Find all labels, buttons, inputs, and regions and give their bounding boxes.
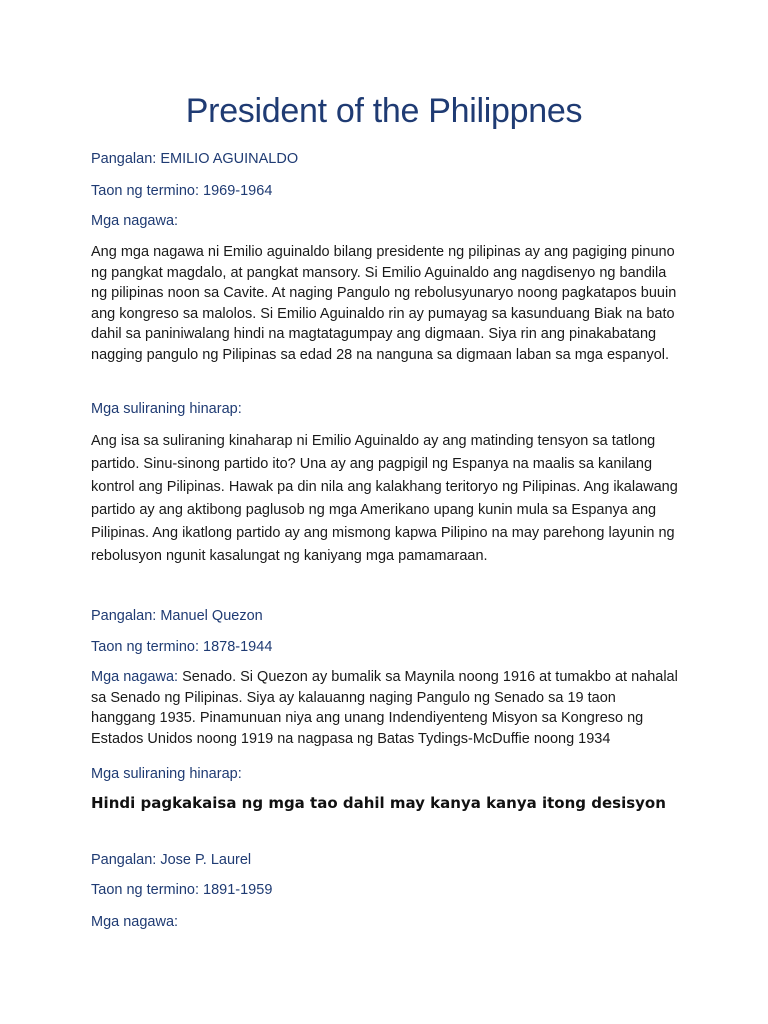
- p2-achievements-label: Mga nagawa:: [91, 669, 179, 685]
- p3-term: Taon ng termino: 1891-1959: [91, 882, 273, 898]
- p3-achievements-label: Mga nagawa:: [91, 914, 179, 930]
- p1-achievements-label: Mga nagawa:: [91, 213, 179, 229]
- page-title: President of the Philippnes: [185, 92, 583, 130]
- p2-achievements-text: Senado. Si Quezon ay bumalik sa Maynila noong 1916 at tumakbo at nahalal sa Senado ng Pilipinas. Siya ay kalauanng naging Pangulo ng Senado sa 19 taon hanggang 1935. Pinamunuan niya ang unang Indendiyenteng Misyon sa Kongreso ng Estados Unidos noong 1919 na nagpasa ng Batas Tydings-McDuffie noong 1934: [91, 669, 678, 747]
- p3-name: Pangalan: Jose P. Laurel: [91, 852, 252, 868]
- p2-problems-text: Hindi pagkakaisa ng mga tao dahil may kanya kanya itong desisyon: [91, 794, 666, 812]
- p2-term: Taon ng termino: 1878-1944: [91, 639, 273, 655]
- p2-problems-label: Mga suliraning hinarap:: [91, 766, 242, 782]
- p1-achievements-text: Ang mga nagawa ni Emilio aguinaldo bilang presidente ng pilipinas ay ang pagiging pinuno ng pangkat magdalo, at pangkat mansory. Si Emilio Aguinaldo ang nagdisenyo ng bandila ng pilipinas noon sa Cavite. At naging Pangulo ng rebolusyunaryo noong pagkatapos buuin ang kongreso sa malolos. Si Emilio Aguinaldo rin ay pumayag sa kasunduang Biak na bato dahil sa paniniwalang hindi na magtatagumpay ang digmaan. Siya rin ang pinakabatang nagging pangulo ng Pilipinas sa edad 28 na nanguna sa digmaan laban sa mga espanyol.: [91, 244, 677, 363]
- p1-problems-text: Ang isa sa suliraning kinaharap ni Emilio Aguinaldo ay ang matinding tensyon sa tatlong partido. Sinu-sinong partido ito? Una ay ang pagpigil ng Espanya na maalis sa kanilang kontrol ang Pilipinas. Hawak pa din nila ang kalakhang teritoryo ng Pilipinas. Ang ikalawang partido ay ang aktibong paglusob ng mga Amerikano upang kunin mula sa Espanya ang Pilipinas. Ang ikatlong partido ay ang mismong kapwa Pilipino na may parehong layunin ng rebolusyon ngunit kasalungat ng kaniyang mga pamamaraan.: [91, 433, 678, 564]
- p1-term: Taon ng termino: 1969-1964: [91, 183, 273, 199]
- p1-name: Pangalan: EMILIO AGUINALDO: [91, 151, 299, 167]
- p1-problems-label: Mga suliraning hinarap:: [91, 401, 242, 417]
- p2-achievements-paragraph: [91, 667, 681, 749]
- p2-name: Pangalan: Manuel Quezon: [91, 608, 263, 624]
